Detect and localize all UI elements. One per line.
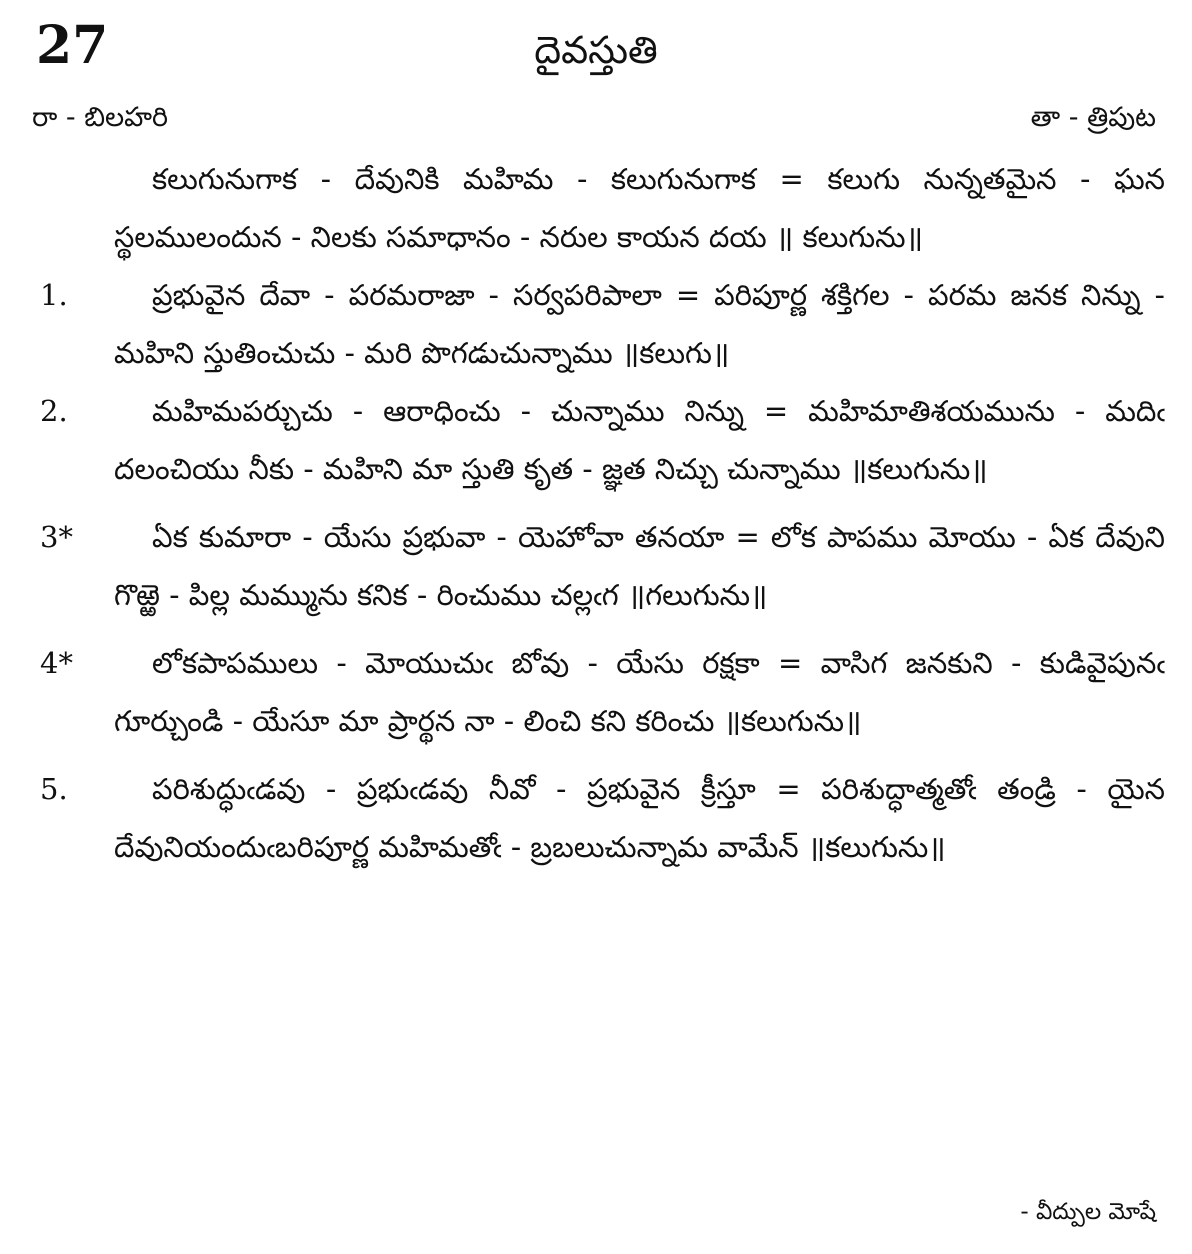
refrain-block (40, 150, 1165, 266)
tala-label: తా - త్రిపుట (1030, 102, 1156, 133)
verse-block (40, 634, 1165, 750)
lyrics-body (40, 150, 1165, 876)
verse-number: 2. (40, 394, 68, 428)
author-credit: - వీద్పుల మోషే (1020, 1199, 1156, 1225)
verse-text: పరిశుద్ధుఁడవు - ప్రభుఁడవు నీవో - ప్రభువైన క్రీస్తూ = పరిశుద్ధాత్మతోఁ తండ్రి - యైన దేవునియందుఁబరిపూర్ణ మహిమతోఁ - బ్రబలుచున్నామ వామేన్ ॥కలుగును॥ (114, 772, 1165, 864)
verse-block (40, 382, 1165, 498)
verse-text: ఏక కుమారా - యేసు ప్రభువా - యెహోవా తనయా = లోక పాపము మోయు - ఏక దేవుని గొఱ్ఱె - పిల్ల మమ్మును కనిక - రించుము చల్లఁగ ॥గలుగును॥ (114, 520, 1165, 612)
song-title: దైవస్తుతి (534, 28, 658, 72)
refrain-text: కలుగునుగాక - దేవునికి మహిమ - కలుగునుగాక = కలుగు నున్నతమైన - ఘన స్థలములందున - నిలకు సమాధానం - నరుల కాయన దయ ॥ కలుగును॥ (114, 162, 1165, 254)
verse-number: 4* (40, 646, 73, 680)
raga-label: రా - బిలహరి (32, 102, 169, 133)
verse-block (40, 760, 1165, 876)
verse-number: 1. (40, 278, 68, 312)
verse-text: లోకపాపములు - మోయుచుఁ బోవు - యేసు రక్షకా = వాసిగ జనకుని - కుడివైపునఁ గూర్చుండి - యేసూ మా ప్రార్థన నా - లించి కని కరించు ॥కలుగును॥ (114, 646, 1165, 738)
verse-number: 3* (40, 520, 73, 554)
verse-block (40, 266, 1165, 382)
song-number: 27 (36, 15, 109, 76)
verse-text: మహిమపర్చుచు - ఆరాధించు - చున్నాము నిన్ను = మహిమాతిశయమును - మదిఁ దలంచియు నీకు - మహిని మా స్తుతి కృత - జ్ఞత నిచ్చు చున్నాము ॥కలుగును॥ (114, 394, 1165, 486)
verse-text: ప్రభువైన దేవా - పరమరాజా - సర్వపరిపాలా = పరిపూర్ణ శక్తిగల - పరమ జనక నిన్ను - మహిని స్తుతించుచు - మరి పొగడుచున్నాము ॥కలుగు॥ (114, 278, 1165, 370)
verse-block (40, 508, 1165, 624)
verse-number: 5. (40, 772, 68, 806)
